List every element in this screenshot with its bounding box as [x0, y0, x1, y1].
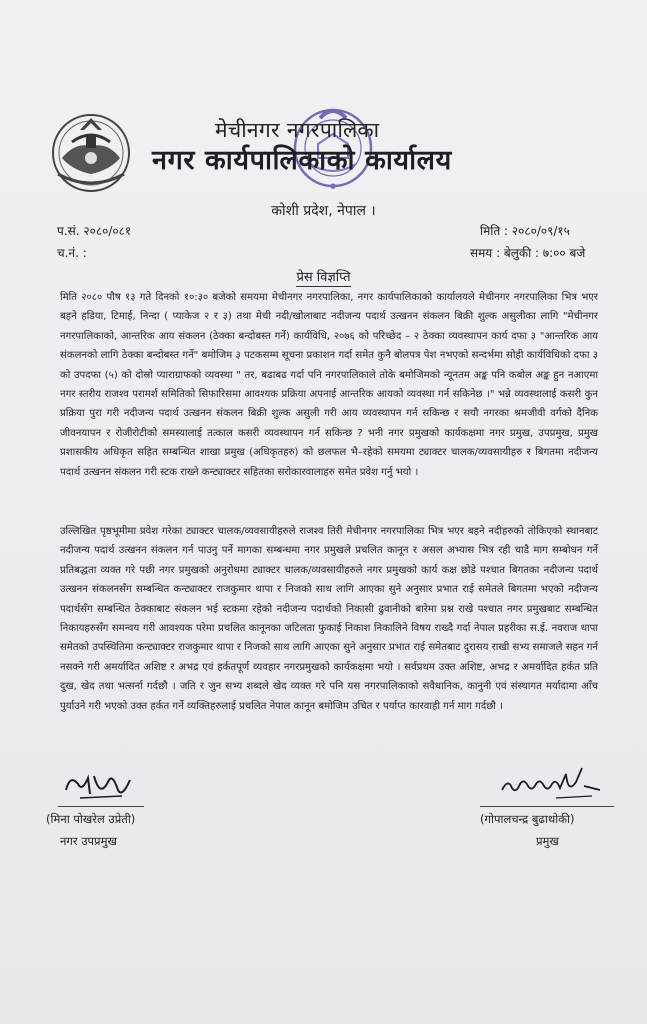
document-title-text: प्रेस विज्ञप्ति — [296, 270, 351, 285]
office-name: नगर कार्यपालिकाको कार्यालय — [152, 145, 452, 176]
signature-line-left — [58, 806, 144, 807]
deputy-mayor-designation: नगर उपप्रमुख — [60, 834, 117, 848]
issue-date: मिति : २०८०/०९/१५ — [480, 224, 570, 238]
dispatch-number: च.नं. : — [57, 246, 87, 260]
deputy-mayor-signature — [60, 768, 140, 804]
province-line: कोशी प्रदेश, नेपाल । — [271, 203, 376, 219]
mayor-designation: प्रमुख — [536, 834, 559, 848]
deputy-mayor-name: (मिना पोखरेल उप्रेती) — [46, 812, 136, 826]
mayor-name: (गोपालचन्द्र बुढाथोकी) — [480, 812, 575, 826]
body-paragraph-1: मिति २०८० पौष १३ गते दिनको १०:३० बजेको समयमा मेचीनगर नगरपालिका, नगर कार्यपालिकाको कार्यालयले मेचीनगर नगरपालिका भित्र भएर बहने हडिया, टिमाई, निन्दा ( प्याकेज २ र ३) तथा मेची नदी/खोलाबाट नदीजन्य पदार्थ उत्खनन संकलन बिक्री शुल्क असुलीका लागि "मेचीनगर नगरपालिकाको, आन्तरिक आय संकलन (ठेक्का बन्दोबस्त गर्ने) कार्यविधि, २०७६ को परिच्छेद – २ ठेक्का व्यवस्थापन कार्य दफा ३ "आन्तरिक आय संकलनको लागि ठेक्का बन्दोबस्त गर्ने" बमोजिम ३ पटकसम्म सूचना प्रकाशन गर्दा समेत कुनै बोलपत्र पेश नभएको सन्दर्भमा सोही कार्यविधिको दफा ३ को उपदफा (५) को दोस्रो प्याराग्राफको व्यवस्था " तर, बढाबढ गर्दा पनि नगरपालिकाले तोके बमोजिमको न्यूनतम अङ्क पनि कबोल अङ्क हुन नआएमा नगर स्तरीय राजश्व परामर्श समितिको सिफारिसमा आवश्यक प्रक्रिया अपनाई आन्तरिक आयको व्यवस्था गर्न सकिनेछ ।" भन्ने व्यवस्थालाई कसरी कुन प्रक्रिया पुरा गरी नदीजन्य पदार्थ उत्खनन संकलन बिक्री शुल्क असुली गरी आय व्यवस्थापन गर्न सकिन्छ र सयौ नगरका श्रमजीवी वर्गको दैनिक जीवनयापन र रोजीरोटीको समस्यालाई तत्काल कसरी व्यवस्थापन गर्न सकिन्छ ? भनी नगर प्रमुखको कार्यकक्षमा नगर प्रमुख, उपप्रमुख, प्रमुख प्रशासकीय अधिकृत सहित सम्बन्धित शाखा प्रमुख (अधिकृतहरु) को छलफल भै–रहेको समयमा ट्याक्टर चालक/व्यवसायीहरु र बिगतमा नदीजन्य पदार्थ उत्खनन संकलन गरी स्टक राख्ने कन्ट्याक्टर सहितका सरोकारवालाहरु समेत प्रवेश गर्नु भयो । — [60, 292, 598, 478]
body-paragraph-2: उल्लिखित पृष्ठभूमीमा प्रवेश गरेका ट्याक्टर चालक/व्यवसायीहरुले राजश्व तिरी मेचीनगर नगरपालिका भित्र भएर बहने नदीहरुको तोकिएको स्थानबाट नदीजन्य पदार्थ उत्खनन संकलन गर्न पाउनु पर्ने मागका सम्बन्धमा नगर प्रमुखले प्रचलित कानून र असल अभ्यास भित्र रही चाडै माग सम्बोधन गर्ने प्रतिबद्धता व्यक्त गरे पछी नगर प्रमुखको अनुरोधमा ट्याक्टर चालक/व्यवसायीहरुले नगर प्रमुखको कार्य कक्ष छोडे पश्चात बिगतका नदीजन्य पदार्थ उत्खनन संकलनसँग सम्बन्धित कन्ट्याक्टर राजकुमार थापा र निजको साथ लागि आएका सुने अनुसार प्रभात राई समेतले बिगतमा भएको नदीजन्य पदार्थसँग सम्बन्धित ठेक्काबाट संकलन भई स्टकमा रहेको नदीजन्य पदार्थको निकासी ढुवानीको बारेमा प्रश्न राखे पश्चात नगर प्रमुखबाट सम्बन्धित निकायहरुसँग समन्वय गरी आवश्यक परेमा प्रचलित कानूनका जटिलता फुकाई निकाश निकालिने विषय राख्दै गर्दा नेपाल प्रहरीका स.ई. नवराज थापा समेतको उपस्थितिमा कन्ट्याक्टर राजकुमार थापा र निजको साथ लागि आएका सुने अनुसार प्रभात राई समेतबाट दुरासय राखी सभ्य समाजले सहन गर्न नसक्ने गरी अमर्यादित अशिष्ट र अभद्र एवं हर्कतपूर्ण व्यवहार नगरप्रमुखको कार्यकक्षमा भयो । सर्वप्रथम उक्त अशिष्ट, अभद्र र अमर्यादित हर्कत प्रति दुख, खेद तथा भत्सर्ना गर्दछौ । जति र जुन सभ्य शब्दले खेद व्यक्त गरे पनि यस नगरपालिकाको सवैधानिक, कानुनी एवं संस्थागत मर्यादामा आँच पुर्याउने गरी भएको उक्त हर्कत गर्ने व्यक्तिहरुलाई प्रचलित नेपाल कानून बमोजिम उचित र पर्याप्त कारवाही गर्न माग गर्दछौ । — [60, 526, 598, 712]
issue-time: समय : बेलुकी : ७:०० बजे — [470, 246, 586, 260]
signature-line-right — [480, 806, 614, 807]
document-title — [0, 267, 647, 285]
nepal-emblem-icon — [50, 112, 132, 194]
mayor-signature — [496, 764, 616, 804]
reference-number: प.सं. २०८०/०८१ — [57, 224, 132, 238]
svg-text:●: ● — [329, 182, 337, 190]
municipality-name: मेचीनगर नगरपालिका — [215, 118, 380, 142]
